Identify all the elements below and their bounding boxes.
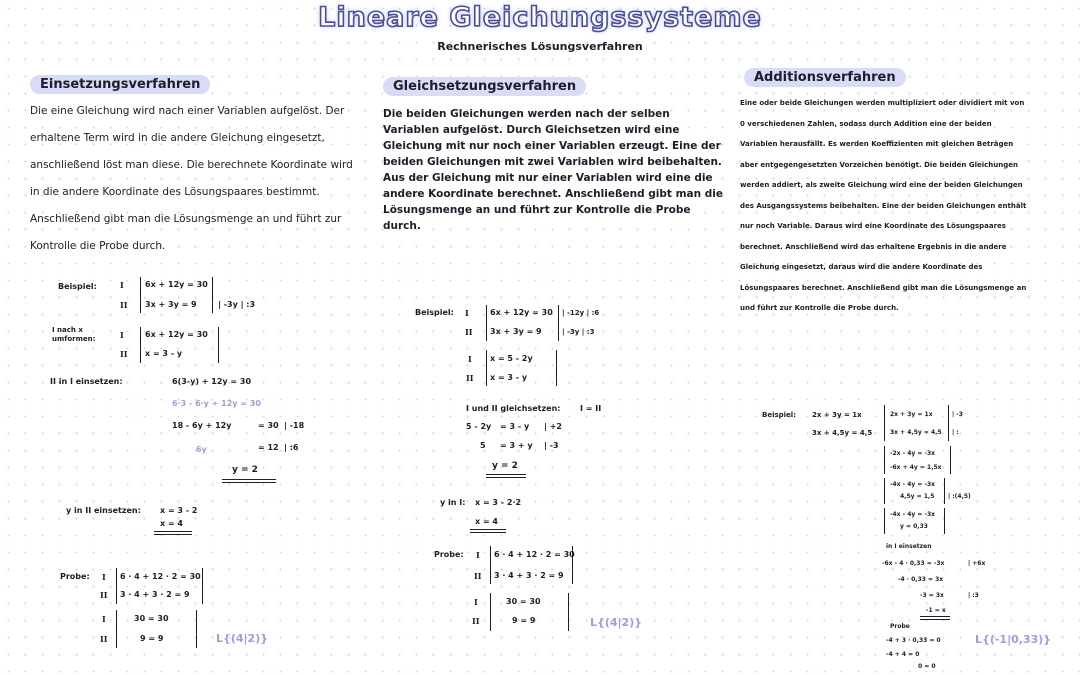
add-solution-set: L{(-1|0,33)} (975, 633, 1052, 646)
add-x-result: -1 = x (926, 607, 946, 614)
x-result: x = 4 (160, 519, 183, 528)
y-result: y = 2 (232, 465, 258, 475)
beispiel-label: Beispiel: (58, 282, 97, 291)
g-solution-set: L{(4|2)} (590, 616, 643, 629)
addition-text: Eine oder beide Gleichungen werden multipliziert oder dividiert mit von 0 verschiedenen Zahlen, sodass durch Addition eine der beiden Variablen herausfällt. Es werden Koeffizienten mit gleichen Beträgen aber entgegengesetzten Vorzeichen benötigt. Die beiden Gleichungen werden addiert, als zweite Gleichung wird eine der beiden Gleichungen des Ausgangssystems beibehalten. Eine der beiden Gleichungen enthält nur noch Variable. Daraus wird eine Koordinate des Lösungspaares berechnet. Anschließend wird das erhaltene Ergebnis in die andere Gleichung eingesetzt, daraus wird die andere Koordinate des Lösungspaares berechnet. Anschließend gibt man die Lösungsmenge an und führt zur Kontrolle die Probe durch. (740, 99, 1027, 312)
solution-set: L{(4|2)} (216, 632, 269, 645)
addition-section (740, 68, 1030, 319)
page-title (0, 2, 1080, 33)
g-y-result: y = 2 (492, 461, 518, 471)
g-x-result: x = 4 (475, 517, 498, 526)
gleichsetzung-section (383, 77, 728, 234)
umformen-label: I nach x umformen: (52, 326, 96, 343)
einsetzen-label: II in I einsetzen: (50, 377, 123, 386)
system-bar (140, 277, 141, 313)
gleichsetzung-heading: Gleichsetzungsverfahren (383, 77, 728, 96)
einsetzung-text: Die eine Gleichung wird nach einer Variablen aufgelöst. Der erhaltene Term wird in die andere Gleichung eingesetzt, anschließend löst man diese. Die berechnete Koordinate wird in die andere Koordinate des Lösungspaares bestimmt. Anschließend gibt man die Lösungsmenge an und führt zur Kontrolle die Probe durch. (30, 105, 353, 252)
system-1: I (120, 280, 124, 290)
add-y-result: y = 0,33 (900, 523, 928, 530)
gleichsetzung-text: Die beiden Gleichungen werden nach der selben Variablen aufgelöst. Durch Gleichsetzen wird eine Gleichung mit nur noch einer Variablen erzeugt. Eine der beiden Gleichungen mit zwei Variablen wird beibehalten. Aus der Gleichung mit nur einer Variablen wird eine die andere Koordinate berechnet. Anschließend gibt man die Lösungsmenge an und führt zur Kontrolle die Probe durch. (383, 108, 723, 232)
einsetzung-section (30, 75, 360, 260)
page-subtitle: Rechnerisches Lösungsverfahren (437, 40, 643, 53)
addition-heading: Additionsverfahren (740, 68, 1030, 87)
probe-label: Probe: (60, 572, 90, 581)
title-text: Lineare Gleichungssysteme (318, 2, 762, 33)
einsetzung-heading: Einsetzungsverfahren (30, 75, 360, 94)
